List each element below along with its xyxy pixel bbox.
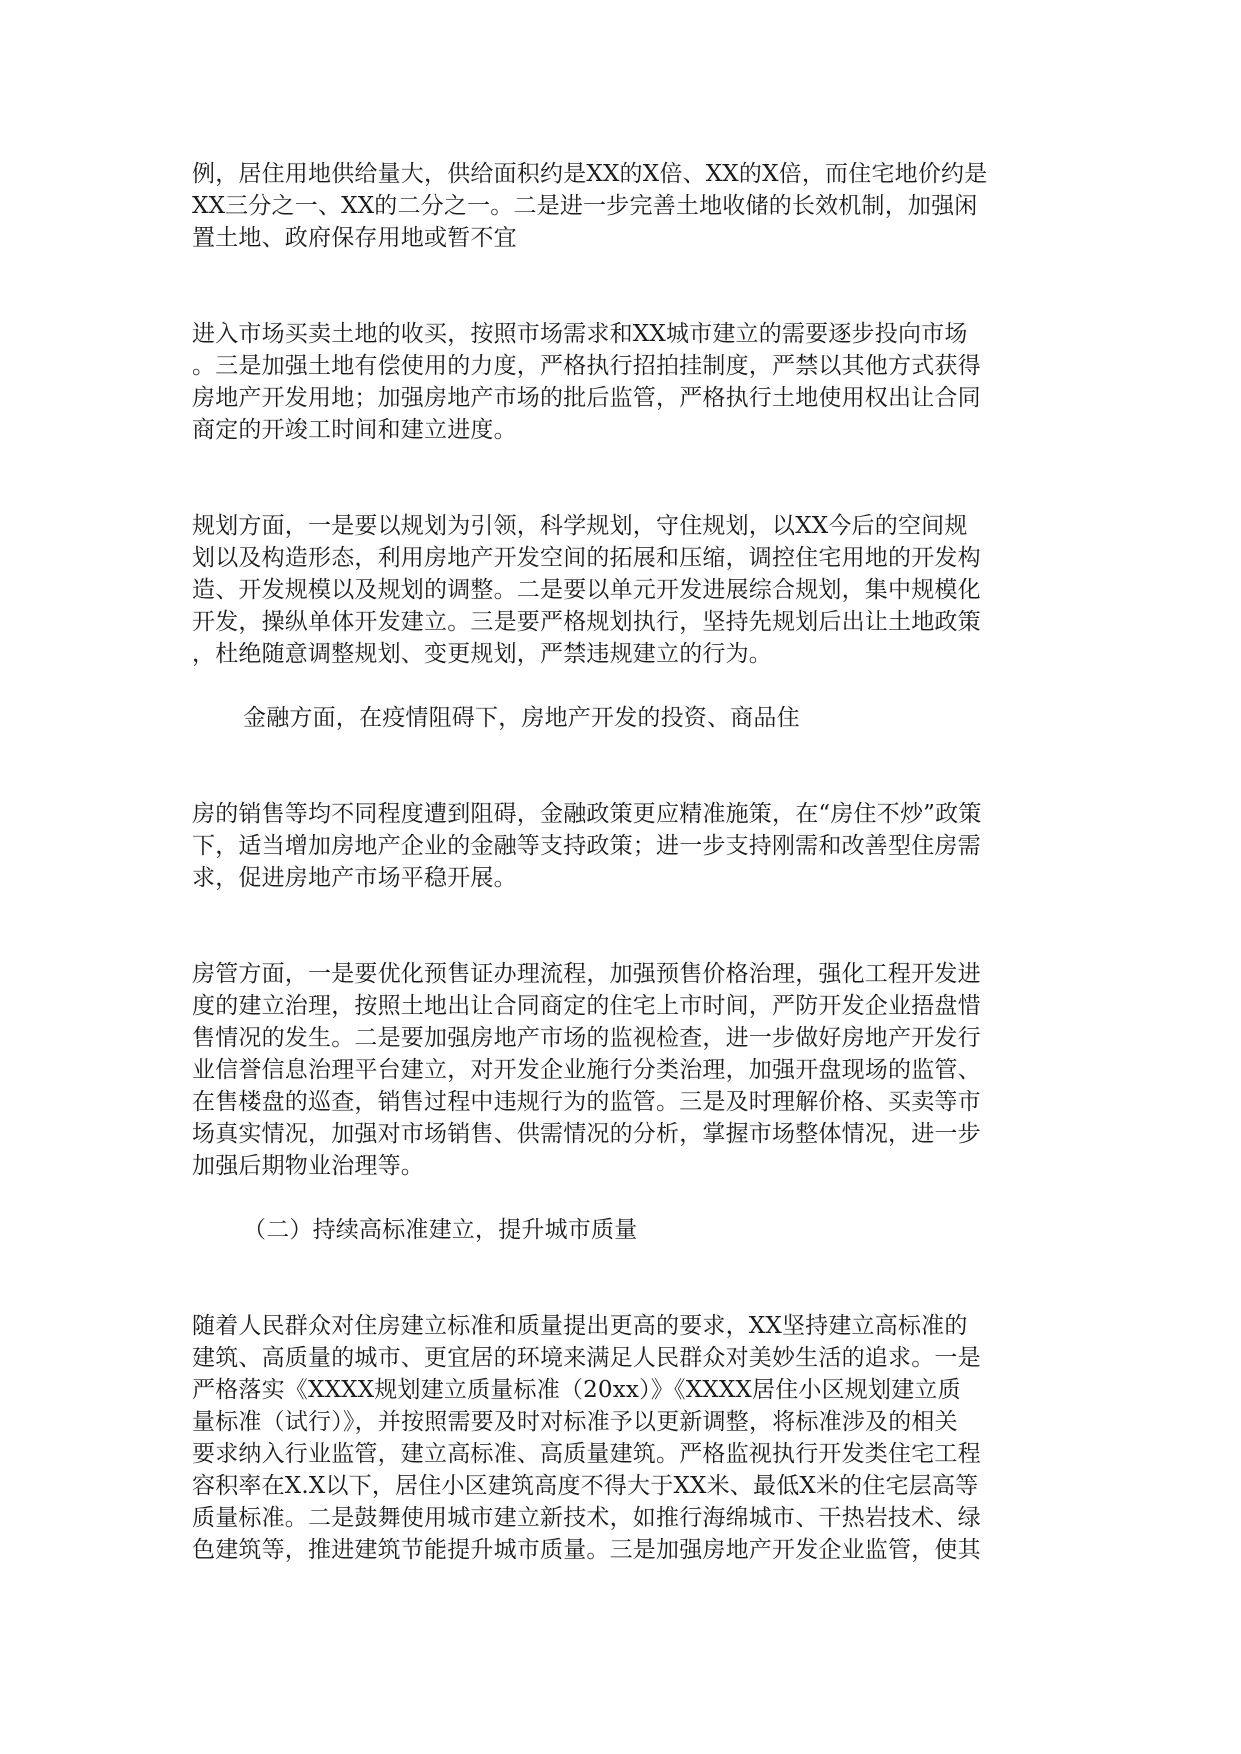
- text-line: 划以及构造形态，利用房地产开发空间的拓展和压缩，调控住宅用地的开发构: [192, 545, 981, 571]
- text-line: 建筑、高质量的城市、更宜居的环境来满足人民群众对美妙生活的追求。一是: [192, 1345, 981, 1371]
- text-line: 售情况的发生。二是要加强房地产市场的监视检查，进一步做好房地产开发行: [192, 1025, 981, 1051]
- text-line: XX三分之一、XX的二分之一。二是进一步完善土地收储的长效机制，加强闲: [192, 193, 978, 219]
- text-line: 房管方面，一是要优化预售证办理流程，加强预售价格治理，强化工程开发进: [192, 961, 981, 987]
- text-line: 规划方面，一是要以规划为引领，科学规划，守住规划，以XX今后的空间规: [192, 513, 968, 539]
- text-line: 房地产开发用地；加强房地产市场的批后监管，严格执行土地使用权出让合同: [192, 385, 981, 411]
- text-line: 要求纳入行业监管，建立高标准、高质量建筑。严格监视执行开发类住宅工程: [192, 1441, 981, 1467]
- text-line: 商定的开竣工时间和建立进度。: [192, 417, 517, 443]
- text-line: 场真实情况，加强对市场销售、供需情况的分析，掌握市场整体情况，进一步: [192, 1121, 981, 1147]
- text-line: 金融方面，在疫情阻碍下，房地产开发的投资、商品住: [243, 705, 800, 731]
- text-line: 量标准（试行）》，并按照需要及时对标准予以更新调整，将标准涉及的相关: [192, 1409, 958, 1435]
- text-line: 。三是加强土地有偿使用的力度，严格执行招拍挂制度，严禁以其他方式获得: [192, 353, 981, 379]
- text-line: 业信誉信息治理平台建立，对开发企业施行分类治理，加强开盘现场的监管、: [192, 1057, 981, 1083]
- text-line: 严格落实《XXXX规划建立质量标准（20xx）》《XXXX居住小区规划建立质: [192, 1377, 961, 1403]
- text-line: 质量标准。二是鼓舞使用城市建立新技术，如推行海绵城市、干热岩技术、绿: [192, 1505, 981, 1531]
- text-line: 置土地、政府保存用地或暂不宜: [192, 225, 517, 251]
- text-line: 度的建立治理，按照土地出让合同商定的住宅上市时间，严防开发企业捂盘惜: [192, 993, 981, 1019]
- text-line: 开发，操纵单体开发建立。三是要严格规划执行，坚持先规划后出让土地政策: [192, 609, 981, 635]
- text-line: 下，适当增加房地产企业的金融等支持政策；进一步支持刚需和改善型住房需: [192, 833, 981, 859]
- text-line: 房的销售等均不同程度遭到阻碍，金融政策更应精准施策，在“房住不炒”政策: [192, 801, 982, 827]
- text-line: 在售楼盘的巡查，销售过程中违规行为的监管。三是及时理解价格、买卖等市: [192, 1089, 981, 1115]
- text-line: 随着人民群众对住房建立标准和质量提出更高的要求，XX坚持建立高标准的: [192, 1313, 968, 1339]
- text-line: 求，促进房地产市场平稳开展。: [192, 865, 517, 891]
- section-heading: （二）持续高标准建立，提升城市质量: [243, 1217, 638, 1243]
- text-line: 例，居住用地供给量大，供给面积约是XX的X倍、XX的X倍，而住宅地价约是: [192, 161, 988, 187]
- text-line: ，杜绝随意调整规划、变更规划，严禁违规建立的行为。: [192, 641, 772, 667]
- text-line: 进入市场买卖土地的收买，按照市场需求和XX城市建立的需要逐步投向市场: [192, 321, 968, 347]
- text-line: 造、开发规模以及规划的调整。二是要以单元开发进展综合规划，集中规模化: [192, 577, 981, 603]
- text-line: 加强后期物业治理等。: [192, 1153, 424, 1179]
- text-line: 色建筑等，推进建筑节能提升城市质量。三是加强房地产开发企业监管，使其: [192, 1537, 981, 1563]
- text-line: 容积率在X.X以下，居住小区建筑高度不得大于XX米、最低X米的住宅层高等: [192, 1473, 979, 1499]
